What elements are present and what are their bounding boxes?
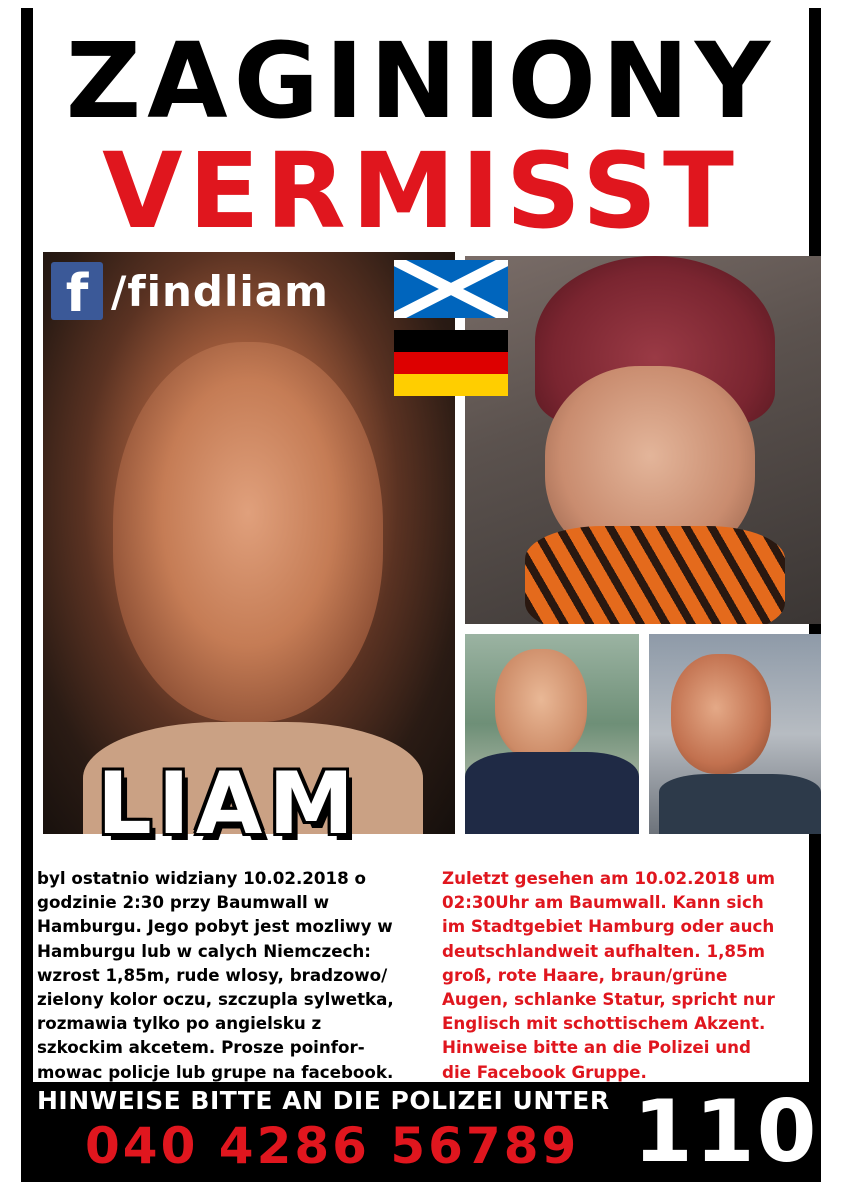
photo-profile — [649, 634, 821, 834]
description-german: Zuletzt gesehen am 10.02.2018 um 02:30Uhr am Baumwall. Kann sich im Stadtgebiet Hamburg oder auch deutschlandweit aufhalten. 1,85m groß, rote Haare, braun/grüne Augen, schlanke Statur, spricht nur Englisch mit schottischem Akzent. Hinweise bitte an die Polizei und die Facebook Gruppe. — [442, 868, 776, 1082]
shirt — [659, 774, 821, 834]
germany-flag-icon — [394, 330, 508, 396]
person-name: LIAM — [97, 754, 360, 854]
missing-person-poster — [21, 8, 821, 1182]
scarf — [525, 526, 785, 624]
photo-beanie — [465, 256, 821, 624]
shirt — [465, 752, 639, 834]
facebook-handle: /findliam — [111, 267, 329, 316]
description-polish: byl ostatnio widziany 10.02.2018 o godzinie 2:30 przy Baumwall w Hamburgu. Jego pobyt jest mozliwy w Hamburgu lub w calych Niemczech: wzrost 1,85m, rude wlosy, bradzowo/ zielony kolor oczu, szczupla sylwetka, rozmawia tylko po angielsku z szkockim akcetem. Prosze poinfor- mowac policje lub grupe na facebook. — [37, 868, 394, 1082]
police-hint-label: HINWEISE BITTE AN DIE POLIZEI UNTER — [37, 1086, 610, 1115]
face — [113, 342, 383, 722]
scotland-flag-icon — [394, 260, 508, 318]
facebook-icon-letter: f — [65, 264, 89, 324]
face — [495, 649, 587, 761]
police-phone-number: 040 4286 56789 — [85, 1117, 580, 1175]
head — [671, 654, 771, 774]
facebook-icon — [51, 262, 103, 324]
emergency-number: 110 — [633, 1082, 819, 1182]
title-german: VERMISST — [102, 130, 740, 252]
poster-content — [33, 8, 809, 1082]
photo-pointing — [465, 634, 639, 834]
title-polish: ZAGINIONY — [65, 20, 777, 142]
